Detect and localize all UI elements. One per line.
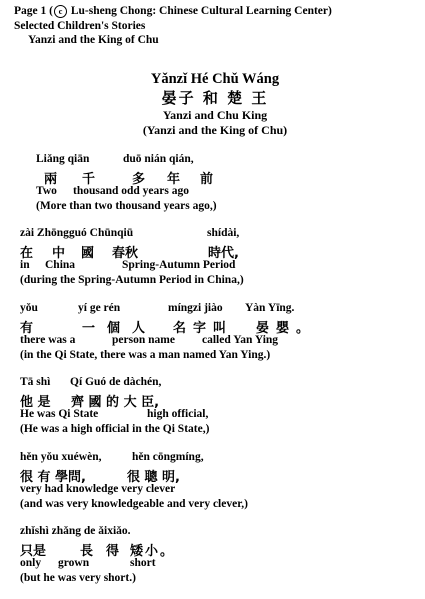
pinyin-word: Liǎng qiān xyxy=(36,153,90,165)
chinese-line xyxy=(20,168,217,185)
chinese-char: 名字叫 xyxy=(173,321,234,336)
chinese-char: 矮小。 xyxy=(130,544,176,559)
chinese-char: 有 xyxy=(20,321,34,336)
chinese-char: 齊 國 的 大 臣, xyxy=(71,395,160,410)
stanza-3 xyxy=(20,302,317,364)
title-translation: (Yanzi and the King of Chu) xyxy=(142,123,288,137)
gloss-word: called Yan Ying xyxy=(202,334,279,346)
pinyin-word: Qí Guó de dàchén, xyxy=(70,376,162,388)
copyright-icon: c xyxy=(54,5,67,18)
gloss-word: high official, xyxy=(147,408,209,420)
gloss-word: Spring-Autumn Period xyxy=(122,259,236,271)
gloss-line xyxy=(20,408,209,423)
page-header xyxy=(14,4,332,48)
chinese-char: 長 xyxy=(80,544,94,559)
translation-line: (and was very knowledgeable and very clever,) xyxy=(20,498,248,510)
stanza-1 xyxy=(20,153,217,215)
chinese-char: 千 xyxy=(82,172,96,187)
translation-line: (but he was very short.) xyxy=(20,572,136,584)
chinese-char: 多 xyxy=(132,172,146,187)
translation-line: (More than two thousand years ago,) xyxy=(36,200,217,212)
story-title-block xyxy=(110,70,320,138)
chinese-line xyxy=(20,540,176,559)
pinyin-word: hěn yǒu xuéwèn, xyxy=(20,451,102,463)
chinese-char: 很 聰 明, xyxy=(127,470,180,485)
chinese-char: 只是 xyxy=(20,544,47,559)
gloss-word: there was a xyxy=(20,334,76,346)
collection-title: Selected Children's Stories xyxy=(14,19,146,32)
pinyin-word: hěn cōngmíng, xyxy=(132,451,204,463)
pinyin-word: míngzi jiào xyxy=(168,302,223,314)
chinese-char: 他 是 xyxy=(20,395,51,410)
gloss-word: very had knowledge very clever xyxy=(20,483,176,495)
pinyin-line xyxy=(20,227,244,242)
translation-line: (in the Qi State, there was a man named Yan Ying.) xyxy=(20,349,271,361)
chinese-char: 國 xyxy=(81,246,95,261)
title-english: Yanzi and Chu King xyxy=(162,108,268,122)
gloss-word: Two xyxy=(36,185,57,197)
chinese-line xyxy=(20,391,209,408)
gloss-line xyxy=(20,334,279,349)
pinyin-line xyxy=(20,451,248,466)
stanza-4 xyxy=(20,376,209,438)
pinyin-line xyxy=(20,525,136,540)
chinese-line xyxy=(20,317,317,336)
title-pinyin: Yǎnzǐ Hé Chǔ Wáng xyxy=(150,71,280,87)
chinese-line xyxy=(20,466,248,483)
author-credit: Lu-sheng Chong: Chinese Cultural Learning Center) xyxy=(67,5,332,17)
pinyin-word: yǒu xyxy=(20,302,38,314)
pinyin-word: shídài, xyxy=(207,227,240,239)
chinese-char: 晏嬰。 xyxy=(256,321,317,336)
gloss-line xyxy=(20,185,217,200)
gloss-line xyxy=(20,259,244,274)
pinyin-line xyxy=(20,302,295,317)
gloss-word: He was Qi State xyxy=(20,408,99,420)
chinese-char: 時代, xyxy=(208,246,239,261)
gloss-word: grown xyxy=(58,557,90,569)
pinyin-line xyxy=(20,153,217,168)
pinyin-word: yí ge rén xyxy=(78,302,121,314)
gloss-line xyxy=(20,557,156,572)
chinese-char: 一個人 xyxy=(82,321,158,336)
chinese-char: 前 xyxy=(200,172,214,187)
header-line-page xyxy=(14,4,332,19)
gloss-line xyxy=(20,483,248,498)
pinyin-word: zhǐshì zhǎng de ǎixiǎo. xyxy=(20,525,131,537)
chinese-char: 在 xyxy=(20,246,34,261)
chinese-char: 中 xyxy=(52,246,66,261)
pinyin-word: duō nián qián, xyxy=(123,153,194,165)
translation-line: (during the Spring-Autumn Period in China,) xyxy=(20,274,244,286)
story-subtitle: Yanzi and the King of Chu xyxy=(28,34,159,46)
stanza-5 xyxy=(20,451,248,513)
gloss-word: short xyxy=(130,557,156,569)
pinyin-word: zài Zhōngguó Chūnqiū xyxy=(20,227,134,239)
translation-line: (He was a high official in the Qi State,) xyxy=(20,423,210,435)
chinese-char: 兩 xyxy=(44,172,58,187)
pinyin-word: Yàn Yīng. xyxy=(245,302,295,314)
stanza-2 xyxy=(20,227,244,289)
chinese-line xyxy=(20,242,244,259)
chinese-char: 很 有 學問, xyxy=(20,470,86,485)
page-label: Page 1 ( xyxy=(14,5,53,17)
chinese-char: 年 xyxy=(167,172,181,187)
pinyin-word: Tā shì xyxy=(20,376,51,388)
pinyin-line xyxy=(20,376,209,391)
gloss-word: only xyxy=(20,557,42,569)
chinese-char: 春秋 xyxy=(112,246,139,261)
gloss-word: person name xyxy=(112,334,175,346)
chinese-char: 得 xyxy=(106,544,120,559)
gloss-word: China xyxy=(45,259,76,271)
gloss-word: in xyxy=(20,259,30,271)
title-chinese: 晏子 和 楚 王 xyxy=(161,89,269,107)
gloss-word: thousand odd years ago xyxy=(73,185,189,197)
stanza-6 xyxy=(20,525,176,587)
